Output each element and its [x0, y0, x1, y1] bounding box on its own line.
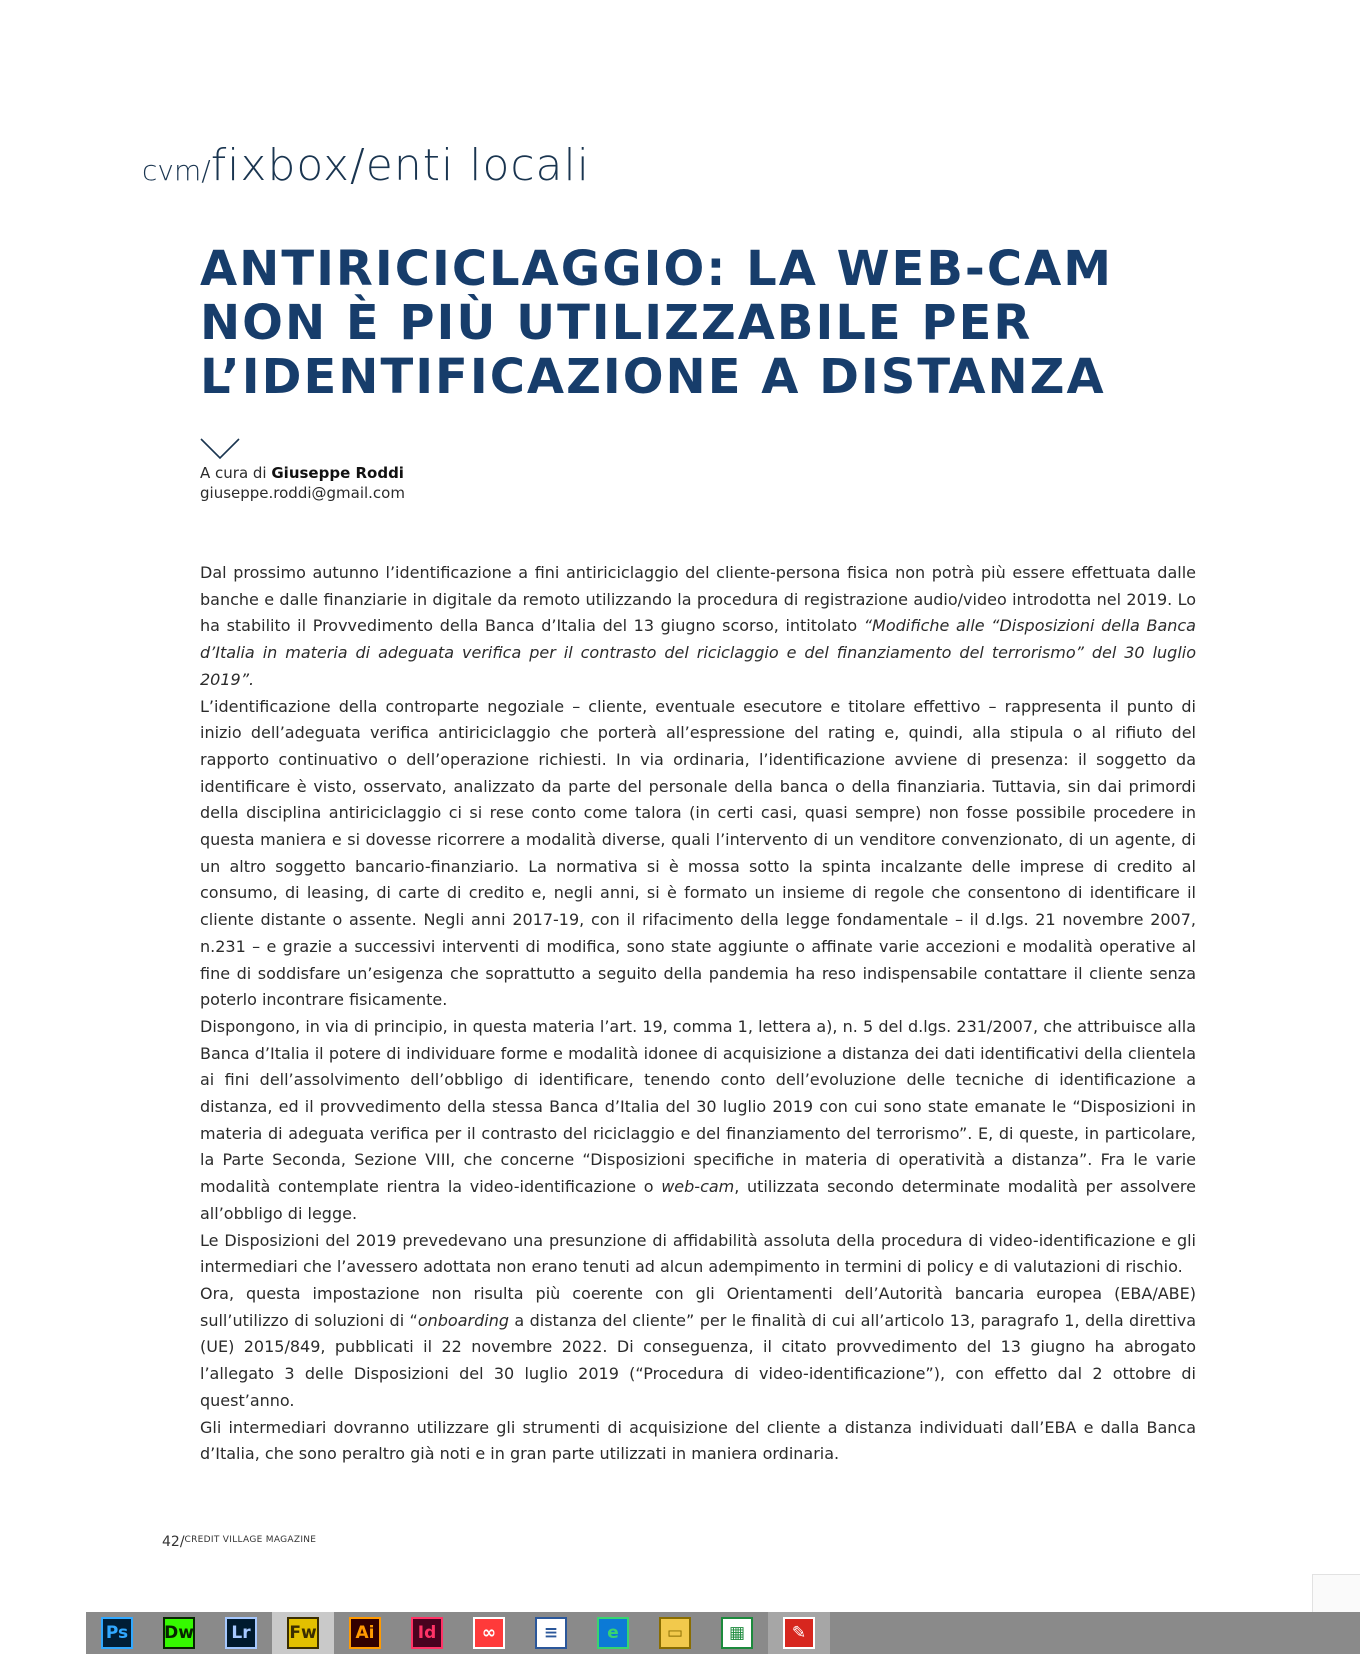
page-number: 42/ — [162, 1534, 185, 1550]
indesign-icon: Id — [411, 1617, 443, 1649]
taskbar-button-creative-cloud[interactable] — [458, 1612, 520, 1654]
paragraph: L’identificazione della controparte negoziale – cliente, eventuale esecutore e titolare effettivo – rappresenta il punto di inizio dell’adeguata verifica antiriciclaggio che porterà all’espressione del rating e, quindi, alla stipula o al rifiuto del rapporto continuativo o dell’operazione richiesti. In via ordinaria, l’identificazione avviene di presenza: il soggetto da identificare è visto, osservato, analizzato da parte del personale della banca o della finanziaria. Tuttavia, sin dai primordi della disciplina antiriciclaggio ci si rese conto come talora (in certi casi, quasi sempre) non fosse possibile procedere in questa maniera e si dovesse ricorrere a modalità diverse, quali l’intervento di un venditore convenzionato, di un agente, di un altro soggetto bancario-finanziario. La normativa si è mossa sotto la spinta incalzante delle imprese di credito al consumo, di leasing, di carte di credito e, negli anni, si è formato un insieme di regole che consentono di identificare il cliente distante o assente. Negli anni 2017-19, con il rifacimento della legge fondamentale – il d.lgs. 21 novembre 2007, n.231 – e grazie a successivi interventi di modifica, sono state aggiunte o affinate varie accezioni e modalità operative al fine di soddisfare un’esigenza che soprattutto a seguito della pandemia ha reso indispensabile contattare il cliente senza poterlo incontrare fisicamente. — [200, 696, 1196, 1010]
paragraph: Le Disposizioni del 2019 prevedevano una presunzione di affidabilità assoluta della procedura di video-identificazione e gli intermediari che l’avessero adottata non erano tenuti ad alcun adempimento in termini di policy e di valutazioni di rischio. — [200, 1230, 1196, 1277]
magazine-name: CREDIT VILLAGE MAGAZINE — [184, 1535, 317, 1545]
title-line: ANTIRICICLAGGIO: LA WEB-CAM — [200, 241, 1113, 297]
page-corner-panel — [1312, 1574, 1360, 1613]
byline — [200, 463, 405, 503]
paragraph-italic-text: web-cam — [661, 1177, 735, 1197]
title-line: L’IDENTIFICAZIONE A DISTANZA — [200, 349, 1106, 405]
illustrator-icon: Ai — [349, 1617, 381, 1649]
section-prefix: cvm/ — [142, 154, 211, 187]
taskbar-button-indesign[interactable] — [396, 1612, 458, 1654]
byline-prefix: A cura di — [200, 464, 272, 482]
document-icon: ≡ — [535, 1617, 567, 1649]
article-body — [200, 560, 1196, 1468]
paragraph-text: , utilizzata secondo determinate modalità per assolvere all’obbligo di legge. — [200, 1177, 1196, 1223]
paragraph: Gli intermediari dovranno utilizzare gli strumenti di acquisizione del cliente a distanza individuati dall’EBA e dalla Banca d’Italia, che sono peraltro già noti e in gran parte utilizzati in maniera ordinaria. — [200, 1417, 1196, 1464]
page-footer — [162, 1534, 316, 1550]
taskbar-button-photoshop[interactable] — [86, 1612, 148, 1654]
taskbar-button-fireworks[interactable] — [272, 1612, 334, 1654]
section-breadcrumb — [142, 140, 590, 191]
chevron-down-icon — [200, 438, 240, 460]
taskbar-button-edge-browser[interactable] — [582, 1612, 644, 1654]
paragraph — [200, 560, 1196, 694]
article-title — [200, 242, 1210, 404]
taskbar-button-dreamweaver[interactable] — [148, 1612, 210, 1654]
edge-browser-icon: e — [597, 1617, 629, 1649]
taskbar-button-lightroom[interactable] — [210, 1612, 272, 1654]
paragraph — [200, 1014, 1196, 1228]
author-email: giuseppe.roddi@gmail.com — [200, 484, 405, 502]
taskbar-button-document[interactable] — [520, 1612, 582, 1654]
lightroom-icon: Lr — [225, 1617, 257, 1649]
photoshop-icon: Ps — [101, 1617, 133, 1649]
paragraph-italic-text: “Modifiche alle “Disposizioni della Banca d’Italia in materia di adeguata verifica per il contrasto del riciclaggio e del finanziamento del terrorismo” del 30 luglio 2019”. — [200, 616, 1196, 689]
paragraph-text: a distanza del cliente” per le finalità di cui all’articolo 13, paragrafo 1, della direttiva (UE) 2015/849, pubblicati il 22 novembre 2022. Di conseguenza, il citato provvedimento del 13 giugno ha abrogato l’allegato 3 delle Disposizioni del 30 luglio 2019 (“Procedura di video-identificazione”), con effetto dal 2 ottobre di quest’anno. — [200, 1310, 1196, 1410]
spreadsheet-icon: ▦ — [721, 1617, 753, 1649]
acrobat-pdf-icon: ✎ — [783, 1617, 815, 1649]
taskbar-button-spreadsheet[interactable] — [706, 1612, 768, 1654]
paragraph-text: Dal prossimo autunno l’identificazione a fini antiriciclaggio del cliente-persona fisica non potrà più essere effettuata dalle banche e dalle finanziarie in digitale da remoto utilizzando la procedura di registrazione audio/video introdotta nel 2019. Lo ha stabilito il Provvedimento della Banca d’Italia del 13 giugno scorso, intitolato — [200, 563, 1196, 636]
taskbar[interactable] — [86, 1612, 1360, 1654]
author-line — [200, 463, 405, 483]
paragraph-text: Dispongono, in via di principio, in questa materia l’art. 19, comma 1, lettera a), n. 5 del d.lgs. 231/2007, che attribuisce alla Banca d’Italia il potere di individuare forme e modalità idonee di acquisizione a distanza dei dati identificativi della clientela ai fini dell’assolvimento dell’obbligo di identificare, tenendo conto dell’evoluzione delle tecniche di identificazione a distanza, ed il provvedimento della stessa Banca d’Italia del 30 luglio 2019 con cui sono state emanate le “Disposizioni in materia di adeguata verifica per il contrasto del riciclaggio e del finanziamento del terrorismo”. E, di queste, in particolare, la Parte Seconda, Sezione VIII, che concerne “Disposizioni specifiche in materia di operatività a distanza”. Fra le varie modalità contemplate rientra la video-identificazione o — [200, 1016, 1196, 1197]
taskbar-button-acrobat-pdf[interactable] — [768, 1612, 830, 1654]
author-name: Giuseppe Roddi — [271, 464, 404, 482]
taskbar-button-illustrator[interactable] — [334, 1612, 396, 1654]
creative-cloud-icon: ∞ — [473, 1617, 505, 1649]
paragraph-italic-text: onboarding — [417, 1310, 509, 1330]
fireworks-icon: Fw — [287, 1617, 319, 1649]
dreamweaver-icon: Dw — [163, 1617, 195, 1649]
paragraph — [200, 1281, 1196, 1415]
paragraph-text: Ora, questa impostazione non risulta più coerente con gli Orientamenti dell’Autorità bancaria europea (EBA/ABE) sull’utilizzo di soluzioni di “ — [200, 1283, 1196, 1330]
title-line: NON È PIÙ UTILIZZABILE PER — [200, 295, 1033, 351]
file-explorer-icon: ▭ — [659, 1617, 691, 1649]
taskbar-button-file-explorer[interactable] — [644, 1612, 706, 1654]
section-path: fixbox/enti locali — [210, 140, 590, 191]
